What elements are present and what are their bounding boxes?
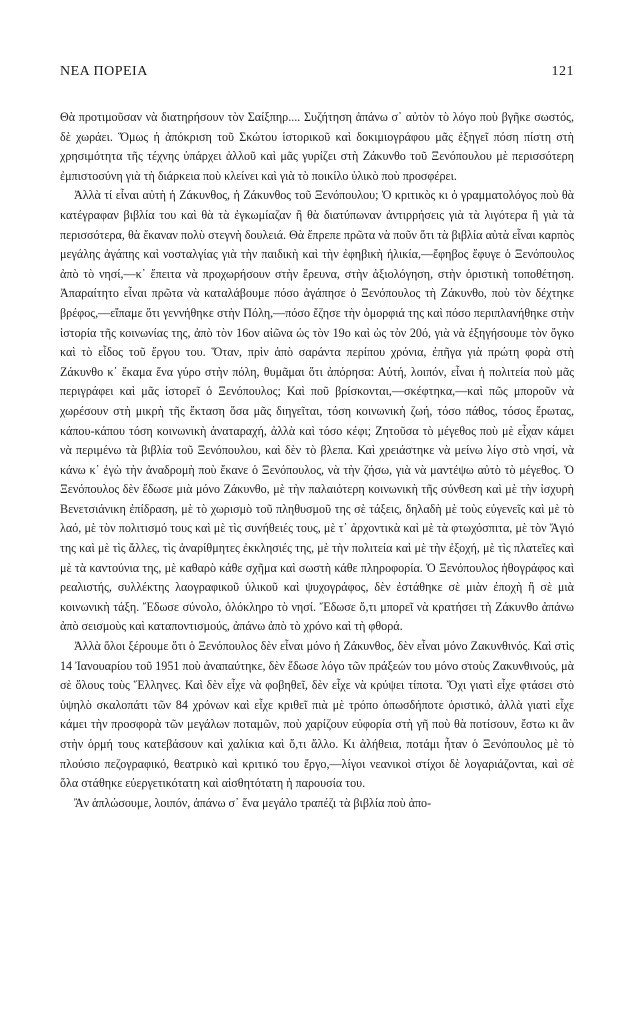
- paragraph-1: Θὰ προτιμοῦσαν νὰ διατηρήσουν τὸν Σαίξπηρ.... Συζήτηση ἀπάνω σ᾽ αὐτὸν τὸ λόγο ποὺ βγῆκε σωστός, δὲ χωράει. Ὅμως ἡ ἀπόκριση τοῦ Σκώτου ἱστορικοῦ καὶ δοκιμιογράφου μᾶς ἐξηγεῖ πόση πίστη στὴ χρησιμότητα τῆς τέχνης ὑπάρχει ἀλλοῦ καὶ μᾶς γυρίζει στὴ Ζάκυνθο τοῦ Ξενόπουλου μὲ περισσότερη ἐμπιστοσύνη γιὰ τὴ διάρκεια ποὺ κλείνει καὶ γιὰ τὸ ποικίλο ὑλικὸ ποὺ προσφέρει.: [60, 110, 574, 183]
- page-number: 121: [551, 64, 574, 79]
- article-body: [60, 108, 574, 813]
- paragraph-2: Ἀλλὰ τί εἶναι αὐτὴ ἡ Ζάκυνθος, ἡ Ζάκυνθος τοῦ Ξενόπουλου; Ὁ κριτικὸς κι ὁ γραμματολόγος ποὺ θὰ κατέγραφαν βιβλία του καὶ θὰ τὰ ἐγκωμίαζαν ἢ θὰ διατύπωναν ἀντιρρήσεις γιὰ τὰ λιγότερα ἢ γιὰ τὰ περισσότερα, θὰ ἔκαναν πολὺ στεγνὴ δουλειά. Θὰ ἔπρεπε πρῶτα νὰ ποῦν ὅτι τὰ βιβλία αὐτὰ εἶναι καρπὸς μεγάλης ἀγάπης καὶ νοσταλγίας γιὰ τὴν παιδικὴ καὶ τὴν ἐφηβικὴ ἡλικία,—ἔφηβος ἔφυγε ὁ Ξενόπουλος ἀπὸ τὸ νησί,—κ᾽ ἔπειτα νὰ προχωρήσουν στὴν ἔρευνα, στὴν ἀξιολόγηση, στὴν ὁριστικὴ τοποθέτηση. Ἀπαραίτητο εἶναι πρῶτα νὰ καταλάβουμε πόσο ἀγάπησε ὁ Ξενόπουλος τὴ Ζάκυνθο, ποὺ τὸν δέχτηκε βρέφος,—εἴπαμε ὅτι γεννήθηκε στὴν Πόλη,—πόσο ἔζησε τὴν ὀμορφιά της καὶ πόσο περιπλανήθηκε στὴν ἱστορία τῆς κοινωνίας της, ἀπὸ τὸν 16ον αἰῶνα ὡς τὸν 19ο καὶ ὡς τὸν 20ό, γιὰ νὰ ἐξηγήσουμε τὸν ὄγκο καὶ τὸ εἶδος τοῦ ἔργου του. Ὅταν, πρὶν ἀπὸ σαράντα περίπου χρόνια, ἐπῆγα γιὰ πρώτη φορὰ στὴ Ζάκυνθο κ᾽ ἔκαμα ἕνα γύρο στὴν πόλη, θυμᾶμαι ὅτι ἀπόρησα: Αὐτή, λοιπόν, εἶναι ἡ πολιτεία ποὺ μᾶς περιγράφει καὶ μᾶς ἱστορεῖ ὁ Ξενόπουλος; Καὶ ποῦ βρίσκονται,—σκέφτηκα,—καὶ πῶς μποροῦν νὰ χωρέσουν στὴ μικρὴ τῆς ἔκταση ὅσα μᾶς διηγεῖται, τόση κοινωνικὴ ζωή, τόσο πάθος, τόσος ἔρωτας, κάπου-κάπου τόση κοινωνικὴ ἀναταραχή, ἀλλὰ καὶ τόσο κέφι; Ζητοῦσα τὸ μέγεθος ποὺ μὲ εἶχαν κάμει νὰ περιμένω τὰ βιβλία τοῦ Ξενόπουλου, καὶ δὲν τὸ βλεπα. Καὶ χρειάστηκε νὰ μείνω λίγο στὸ νησί, νὰ κάνω κ᾽ ἐγὼ τὴν ἀναδρομὴ ποὺ ἔκανε ὁ Ξενόπουλος, νὰ τὴν ζήσω, γιὰ νὰ μαντέψω αὐτὸ τὸ μέγεθος. Ὁ Ξενόπουλος δὲν ἔδωσε μιὰ μόνο Ζάκυνθο, μὲ τὴν παλαιότερη κοινωνικὴ τῆς σύνθεση καὶ μὲ τὴν ἰσχυρὴ Βενετσιάνικη ἐπίδραση, μὲ τὸ χωρισμὸ τοῦ πληθυσμοῦ της σὲ τάξεις, δηλαδὴ μὲ τοὺς εὐγενεῖς καὶ μὲ τὸ λαό, μὲ τὸν πολιτισμό τους καὶ μὲ τὶς συνήθειές τους, μὲ τ᾽ ἀρχοντικὰ καὶ μὲ τὰ φτωχόσπιτα, μὲ τὸν Ἅγιό της καὶ μὲ τὶς ἄλλες, τὶς ἀναρίθμητες ἐκκλησιές της, μὲ τὴν πολιτεία καὶ μὲ τὴν ἐξοχή, μὲ τὶς πλατεῖες καὶ μὲ τὰ καντούνια της, μὲ καθαρὸ κάθε σχῆμα καὶ σωστὴ κάθε πληροφορία. Ὁ Ξενόπουλος ἠθογράφος καὶ ρεαλιστής, συλλέκτης λαογραφικοῦ ὑλικοῦ καὶ ψυχογράφος, δὲν ἐστάθηκε σὲ μιὰν ἐποχὴ ἢ σὲ μιὰ κοινωνικὴ τάξη. Ἔδωσε σύνολο, ὁλόκληρο τὸ νησί. Ἔδωσε ὅ,τι μπορεῖ νὰ κρατήσει τὴ Ζάκυνθο ἀπάνω ἀπὸ σεισμοὺς καὶ καταποντισμούς, ἀπάνω ἀπὸ τὸ χρόνο καὶ τὴ φθορά.: [60, 188, 574, 634]
- paragraph-4: Ἂν ἁπλώσουμε, λοιπόν, ἀπάνω σ᾽ ἕνα μεγάλο τραπέζι τὰ βιβλία ποὺ ἀπο-: [74, 795, 432, 810]
- running-header: [60, 64, 574, 84]
- journal-title: ΝΕΑ ΠΟΡΕΙΑ: [60, 64, 148, 79]
- paragraph-3: Ἀλλὰ ὅλοι ξέρουμε ὅτι ὁ Ξενόπουλος δὲν εἶναι μόνο ἡ Ζάκυνθος, δὲν εἶναι μόνο Ζακυνθινός. Καὶ στὶς 14 Ἰανουαρίου τοῦ 1951 ποὺ ἀναπαύτηκε, δὲν ἔδωσε λόγο τῶν πράξεών του μόνο στοὺς Ζακυνθινούς, μὰ σὲ ὅλους τοὺς Ἕλληνες. Καὶ δὲν εἶχε νὰ φοβηθεῖ, δὲν εἶχε νὰ κρύψει τίποτα. Ὄχι γιατὶ εἶχε φτάσει στὸ ὑψηλὸ σκαλοπάτι τῶν 84 χρόνων καὶ εἶχε κριθεῖ πιὰ μὲ τρόπο ὁπωσδήποτε ὁριστικό, ἀλλὰ γιατὶ εἶχε κάμει τὴν προσφορὰ τῶν μεγάλων ποταμῶν, ποὺ χαρίζουν εὐφορία στὴ γῆ ποὺ θὰ ποτίσουν, ἔστω κι ἂν στὴν ὁρμή τους κατεβάσουν καὶ χαλίκια καὶ ὅ,τι ἄλλο. Κι ἀλήθεια, ποτάμι ἦταν ὁ Ξενόπουλος μὲ τὸ πλούσιο πεζογραφικό, θεατρικὸ καὶ κριτικό του ἔργο,—λίγοι νεανικοὶ στίχοι δὲ λογαριάζονται, καὶ σὲ ὅλα στάθηκε εὐεργετικότατη καὶ αἰσθητότατη ἡ παρουσία του.: [60, 639, 574, 791]
